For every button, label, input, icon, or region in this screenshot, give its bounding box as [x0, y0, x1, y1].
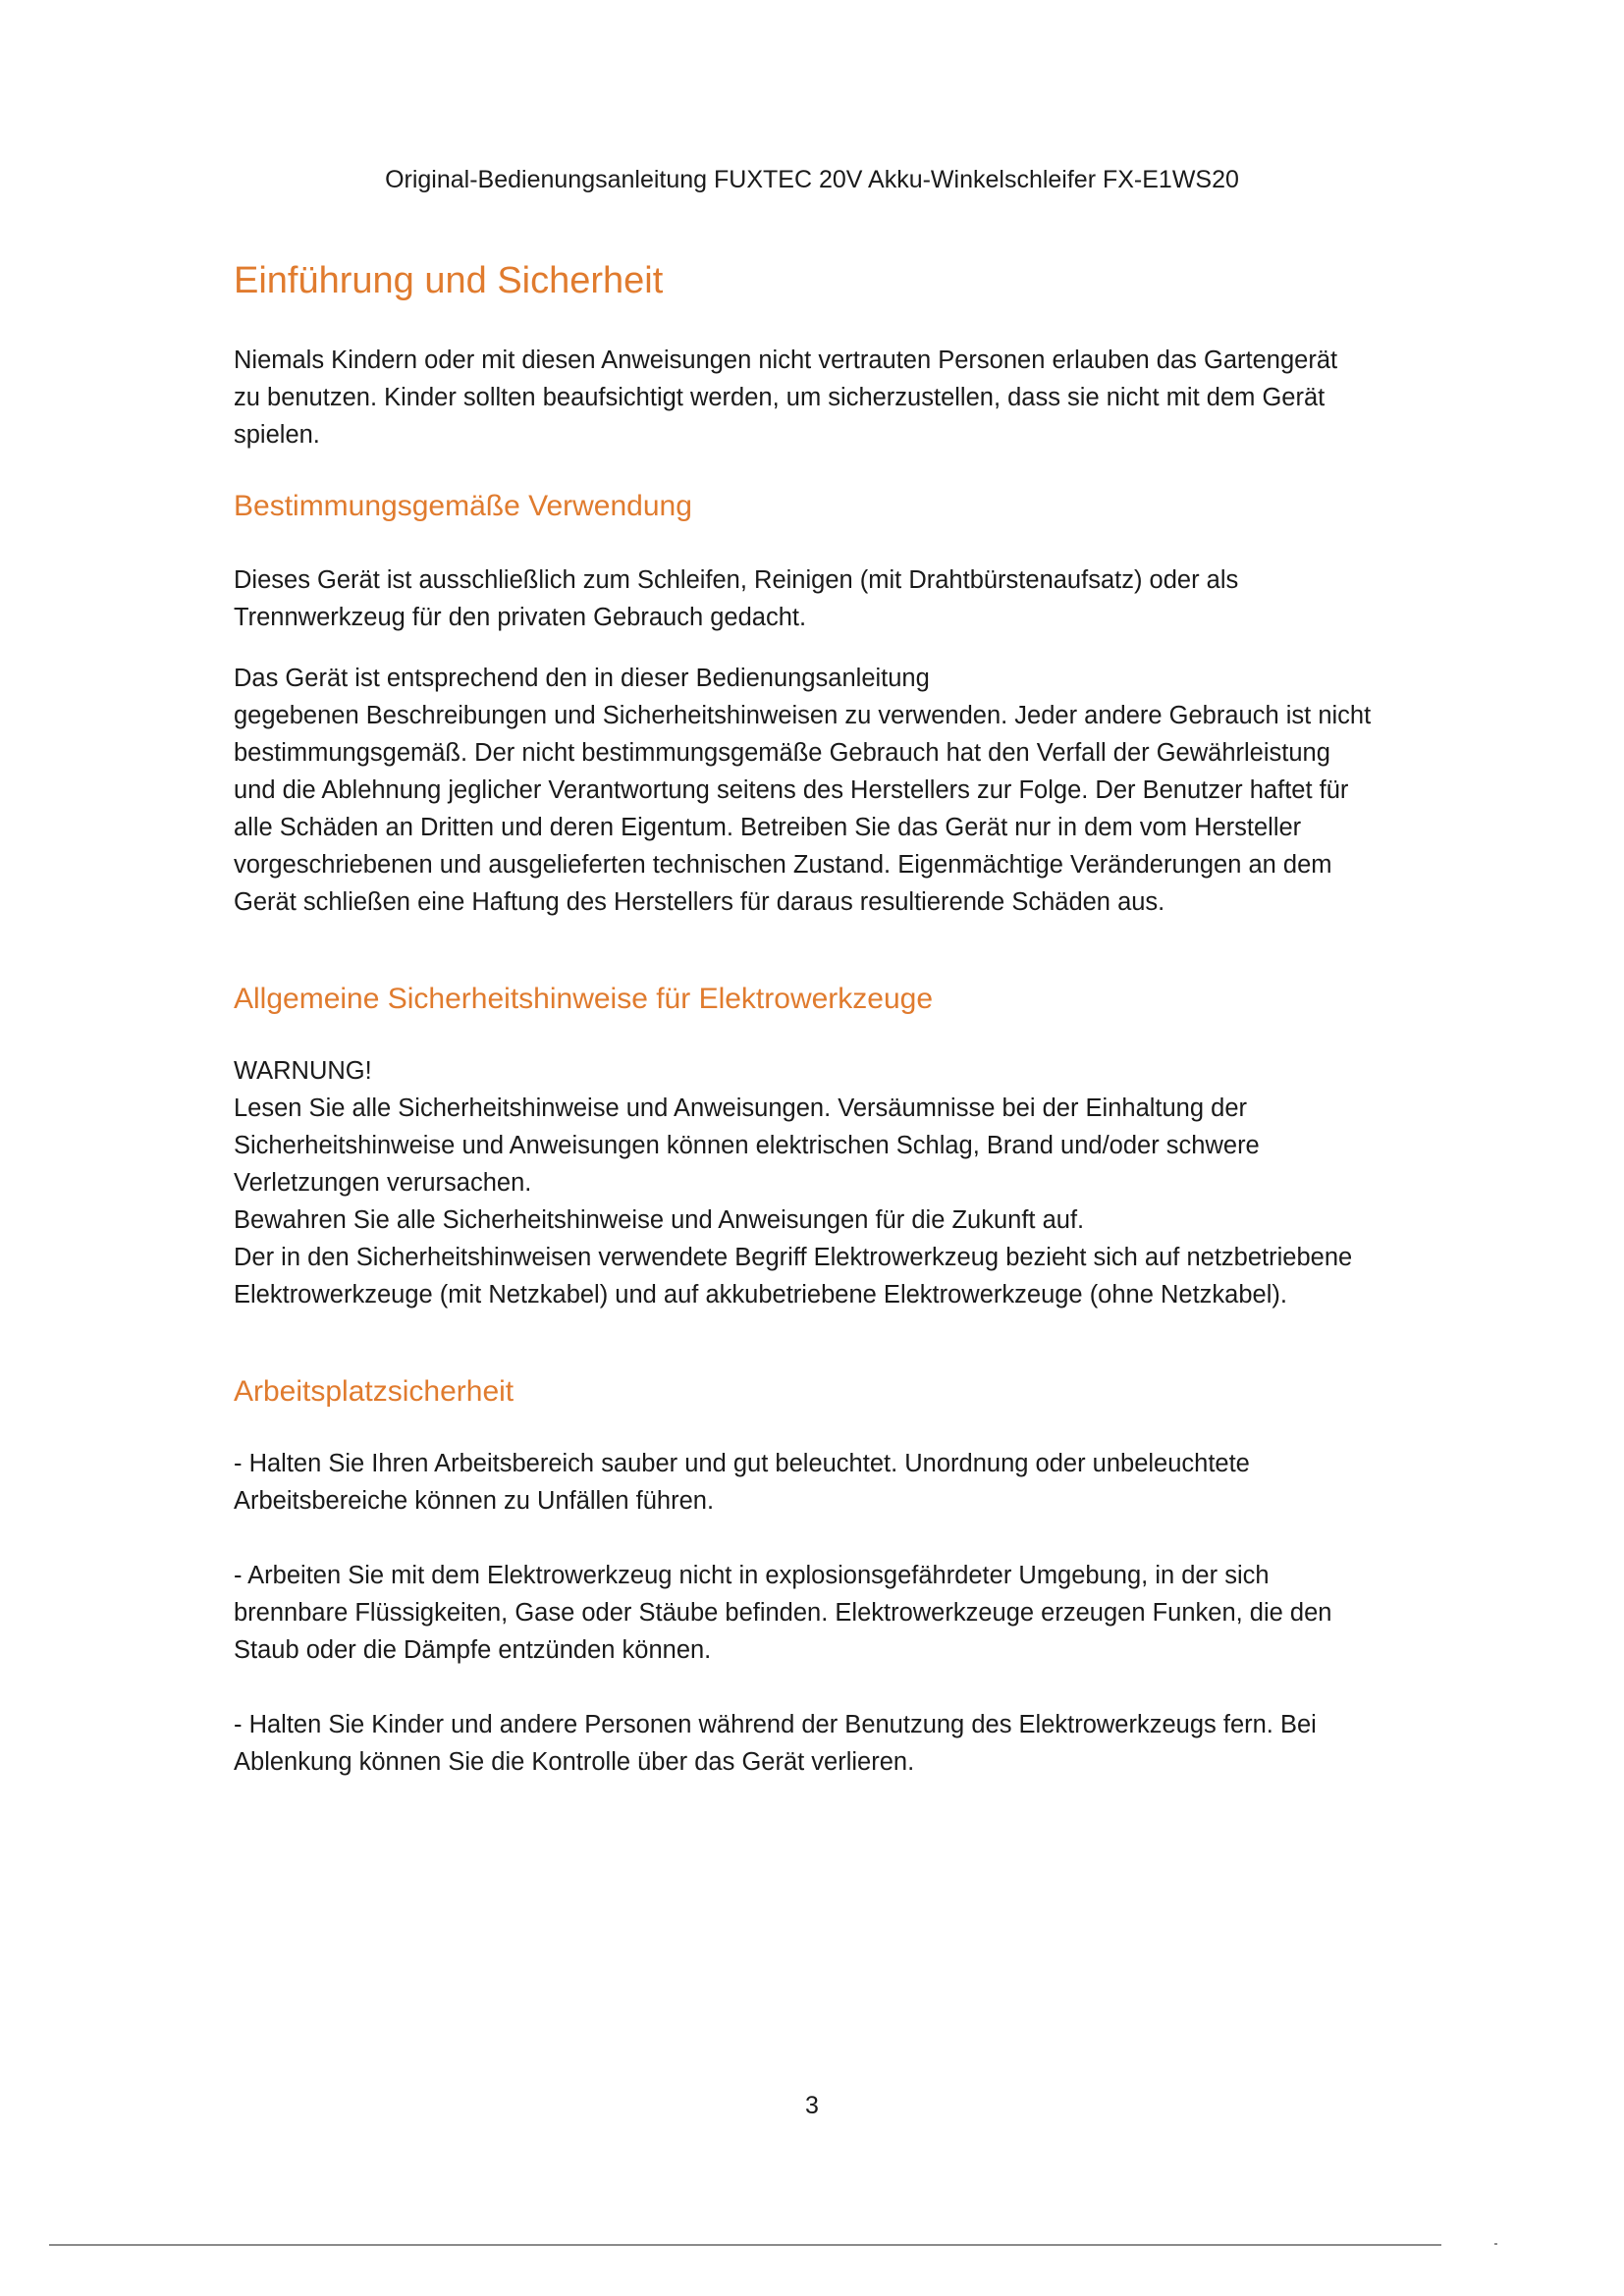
- text-line: Ablenkung können Sie die Kontrolle über das Gerät verlieren.: [234, 1748, 915, 1776]
- section-heading-intro: Einführung und Sicherheit: [234, 260, 664, 301]
- text-line: bestimmungsgemäß. Der nicht bestimmungsgemäße Gebrauch hat den Verfall der Gewährleistung: [234, 739, 1330, 767]
- text-line: Sicherheitshinweise und Anweisungen können elektrischen Schlag, Brand und/oder schwere: [234, 1132, 1260, 1159]
- text-line: zu benutzen. Kinder sollten beaufsichtigt werden, um sicherzustellen, dass sie nicht mit dem Gerät: [234, 384, 1326, 411]
- text-line: - Halten Sie Ihren Arbeitsbereich sauber und gut beleuchtet. Unordnung oder unbeleuchtete: [234, 1450, 1250, 1477]
- text-line: Elektrowerkzeuge (mit Netzkabel) und auf akkubetriebene Elektrowerkzeuge (ohne Netzkabel).: [234, 1281, 1287, 1308]
- text-line: gegebenen Beschreibungen und Sicherheitshinweisen zu verwenden. Jeder andere Gebrauch ist nicht: [234, 702, 1372, 729]
- text-line: Gerät schließen eine Haftung des Herstellers für daraus resultierende Schäden aus.: [234, 888, 1165, 916]
- section-heading-workplace-safety: Arbeitsplatzsicherheit: [234, 1375, 514, 1408]
- workplace-safety-item-1: [234, 1445, 1432, 1520]
- section-heading-intended-use: Bestimmungsgemäße Verwendung: [234, 490, 692, 522]
- text-line: - Arbeiten Sie mit dem Elektrowerkzeug nicht in explosionsgefährdeter Umgebung, in der sich: [234, 1562, 1270, 1589]
- text-line: Der in den Sicherheitshinweisen verwendete Begriff Elektrowerkzeug bezieht sich auf netzbetriebene: [234, 1244, 1353, 1271]
- running-header: Original-Bedienungsanleitung FUXTEC 20V Akku-Winkelschleifer FX-E1WS20: [385, 166, 1239, 193]
- text-line: alle Schäden an Dritten und deren Eigentum. Betreiben Sie das Gerät nur in dem vom Hersteller: [234, 814, 1302, 841]
- workplace-safety-item-3: [234, 1706, 1432, 1781]
- text-line: Trennwerkzeug für den privaten Gebrauch gedacht.: [234, 604, 807, 631]
- text-line: Bewahren Sie alle Sicherheitshinweise und Anweisungen für die Zukunft auf.: [234, 1206, 1085, 1234]
- footer-mark: [1494, 2243, 1497, 2245]
- text-line: brennbare Flüssigkeiten, Gase oder Stäube befinden. Elektrowerkzeuge erzeugen Funken, die den: [234, 1599, 1332, 1627]
- footer-divider: [49, 2244, 1441, 2246]
- text-line: vorgeschriebenen und ausgelieferten technischen Zustand. Eigenmächtige Veränderungen an dem: [234, 851, 1332, 879]
- intended-use-paragraph-2: [234, 660, 1432, 921]
- text-line: Arbeitsbereiche können zu Unfällen führen.: [234, 1487, 715, 1515]
- page-number: 3: [805, 2092, 819, 2119]
- text-line: und die Ablehnung jeglicher Verantwortung seitens des Herstellers zur Folge. Der Benutzer haftet für: [234, 776, 1349, 804]
- intro-paragraph: [234, 342, 1432, 454]
- text-line: Staub oder die Dämpfe entzünden können.: [234, 1636, 712, 1664]
- workplace-safety-item-2: [234, 1557, 1432, 1669]
- text-line: - Halten Sie Kinder und andere Personen während der Benutzung des Elektrowerkzeugs fern. Bei: [234, 1711, 1317, 1738]
- text-line: spielen.: [234, 421, 320, 449]
- text-line: Das Gerät ist entsprechend den in dieser Bedienungsanleitung: [234, 665, 930, 692]
- text-line: Lesen Sie alle Sicherheitshinweise und Anweisungen. Versäumnisse bei der Einhaltung der: [234, 1095, 1247, 1122]
- text-line: Verletzungen verursachen.: [234, 1169, 532, 1197]
- section-heading-general-safety: Allgemeine Sicherheitshinweise für Elektrowerkzeuge: [234, 983, 934, 1015]
- general-safety-text: [234, 1052, 1432, 1313]
- page-content: [234, 257, 1432, 1781]
- warning-label: WARNUNG!: [234, 1057, 372, 1085]
- text-line: Niemals Kindern oder mit diesen Anweisungen nicht vertrauten Personen erlauben das Gartengerät: [234, 347, 1338, 374]
- intended-use-paragraph-1: [234, 561, 1432, 636]
- text-line: Dieses Gerät ist ausschließlich zum Schleifen, Reinigen (mit Drahtbürstenaufsatz) oder als: [234, 566, 1239, 594]
